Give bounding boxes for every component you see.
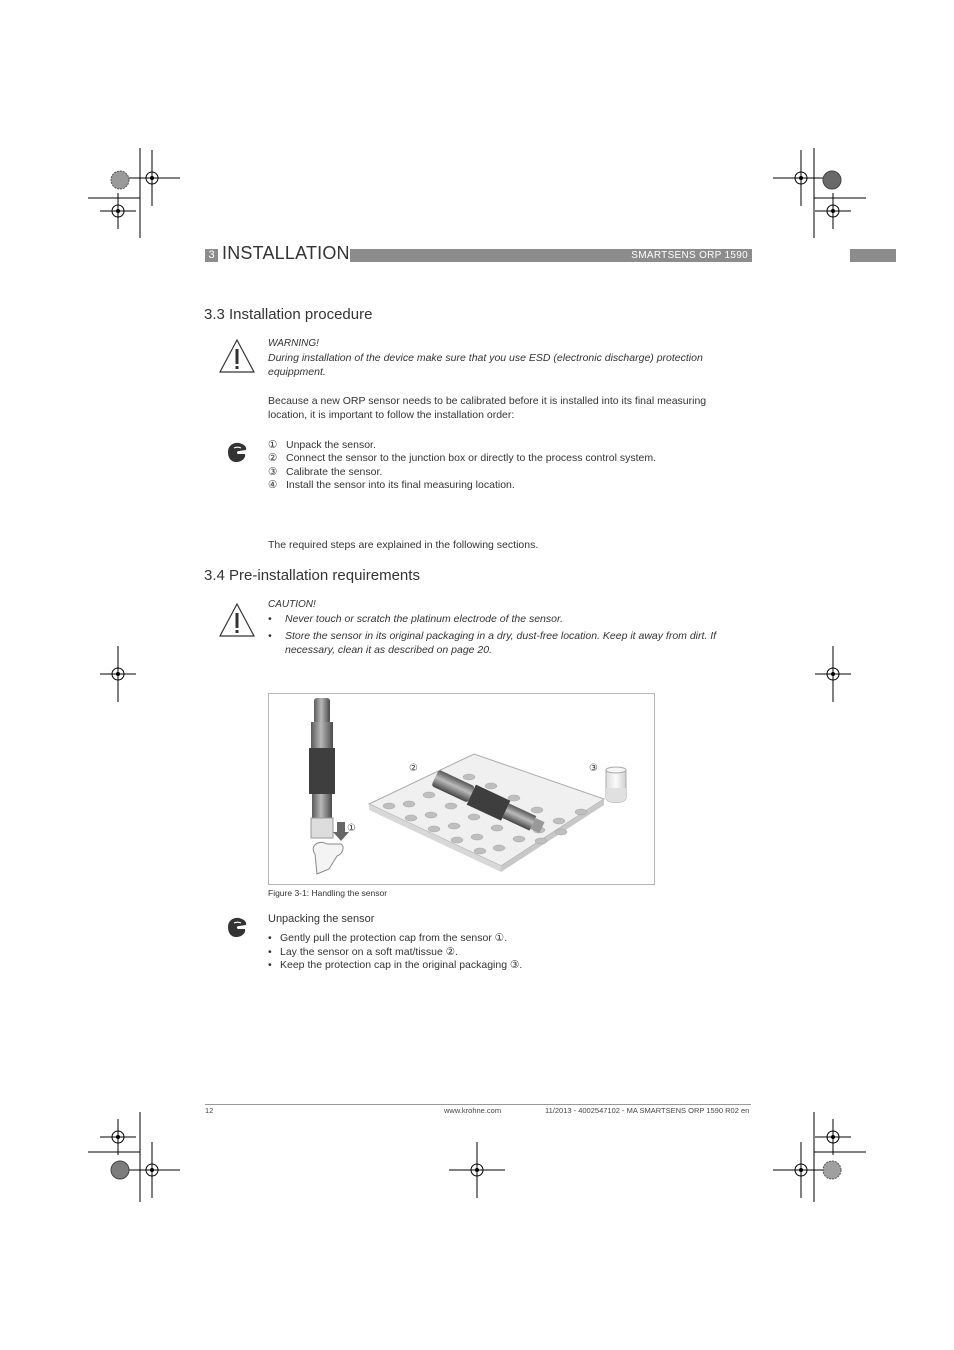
warning-text-line2: equippment. <box>268 366 326 378</box>
bullet: • <box>268 630 272 642</box>
intro-line1: Because a new ORP sensor needs to be calibrated before it is installed into its final measuring <box>268 395 707 407</box>
step-3-number: ③ <box>268 466 278 478</box>
callout-1: ① <box>347 823 356 834</box>
unpack-item-3 <box>268 958 522 972</box>
caution-icon <box>218 602 256 638</box>
caution-item-1-text: Never touch or scratch the platinum electrode of the sensor. <box>285 613 564 625</box>
footer-website[interactable]: www.krohne.com <box>444 1106 502 1115</box>
sensor-illustration <box>269 694 654 884</box>
hand-info-icon <box>225 441 249 463</box>
step-4-number: ④ <box>268 479 278 491</box>
unpack-heading: Unpacking the sensor <box>268 913 375 925</box>
chapter-number: 3 <box>205 249 218 262</box>
section-34-heading: 3.4 Pre-installation requirements <box>204 567 420 584</box>
unpack-item-1 <box>268 931 507 945</box>
step-1-number: ① <box>268 439 278 451</box>
step-3 <box>268 465 382 479</box>
page-number: 12 <box>205 1106 214 1115</box>
unpack-item-2 <box>268 945 458 959</box>
step-2 <box>268 451 656 465</box>
footer-divider <box>205 1104 751 1105</box>
chapter-title: INSTALLATION <box>222 243 350 263</box>
footer-doc-ref: 11/2013 - 4002547102 - MA SMARTSENS ORP 1590 R02 en <box>545 1106 750 1115</box>
step-1-text: Unpack the sensor. <box>286 439 376 451</box>
unpack-item-2-text: Lay the sensor on a soft mat/tissue ②. <box>280 946 459 958</box>
bullet: • <box>268 932 272 944</box>
bullet: • <box>268 946 272 958</box>
caution-label: CAUTION! <box>268 599 316 610</box>
step-4-text: Install the sensor into its final measuring location. <box>286 479 515 491</box>
callout-2: ② <box>409 763 418 774</box>
caution-item-2-line1: Store the sensor in its original packaging in a dry, dust-free location. Keep it away from dirt. If <box>285 630 717 642</box>
step-2-text: Connect the sensor to the junction box or directly to the process control system. <box>286 452 657 464</box>
step-2-number: ② <box>268 452 278 464</box>
unpack-item-3-text: Keep the protection cap in the original packaging ③. <box>280 959 523 971</box>
warning-label: WARNING! <box>268 338 319 349</box>
warning-icon <box>218 338 256 374</box>
step-1 <box>268 438 376 452</box>
hand-info-icon <box>225 916 249 938</box>
bullet: • <box>268 959 272 971</box>
intro-line2: location, it is important to follow the installation order: <box>268 409 515 421</box>
unpack-item-1-text: Gently pull the protection cap from the sensor ①. <box>280 932 508 944</box>
product-bar <box>350 249 752 262</box>
caution-item-2 <box>268 629 758 657</box>
step-3-text: Calibrate the sensor. <box>286 466 383 478</box>
bullet: • <box>268 613 272 625</box>
header-bar-right <box>850 249 896 262</box>
warning-text-line1: During installation of the device make sure that you use ESD (electronic discharge) protection <box>268 352 703 364</box>
step-4 <box>268 478 515 492</box>
section-33-heading: 3.3 Installation procedure <box>204 306 373 323</box>
figure-handling-sensor <box>268 693 655 885</box>
product-name: SMARTSENS ORP 1590 <box>631 250 748 261</box>
figure-caption: Figure 3-1: Handling the sensor <box>268 888 388 898</box>
closing-text: The required steps are explained in the following sections. <box>268 539 539 551</box>
caution-item-1 <box>268 612 758 626</box>
callout-3: ③ <box>589 763 598 774</box>
caution-item-2-line2: necessary, clean it as described on page 20. <box>285 644 493 656</box>
